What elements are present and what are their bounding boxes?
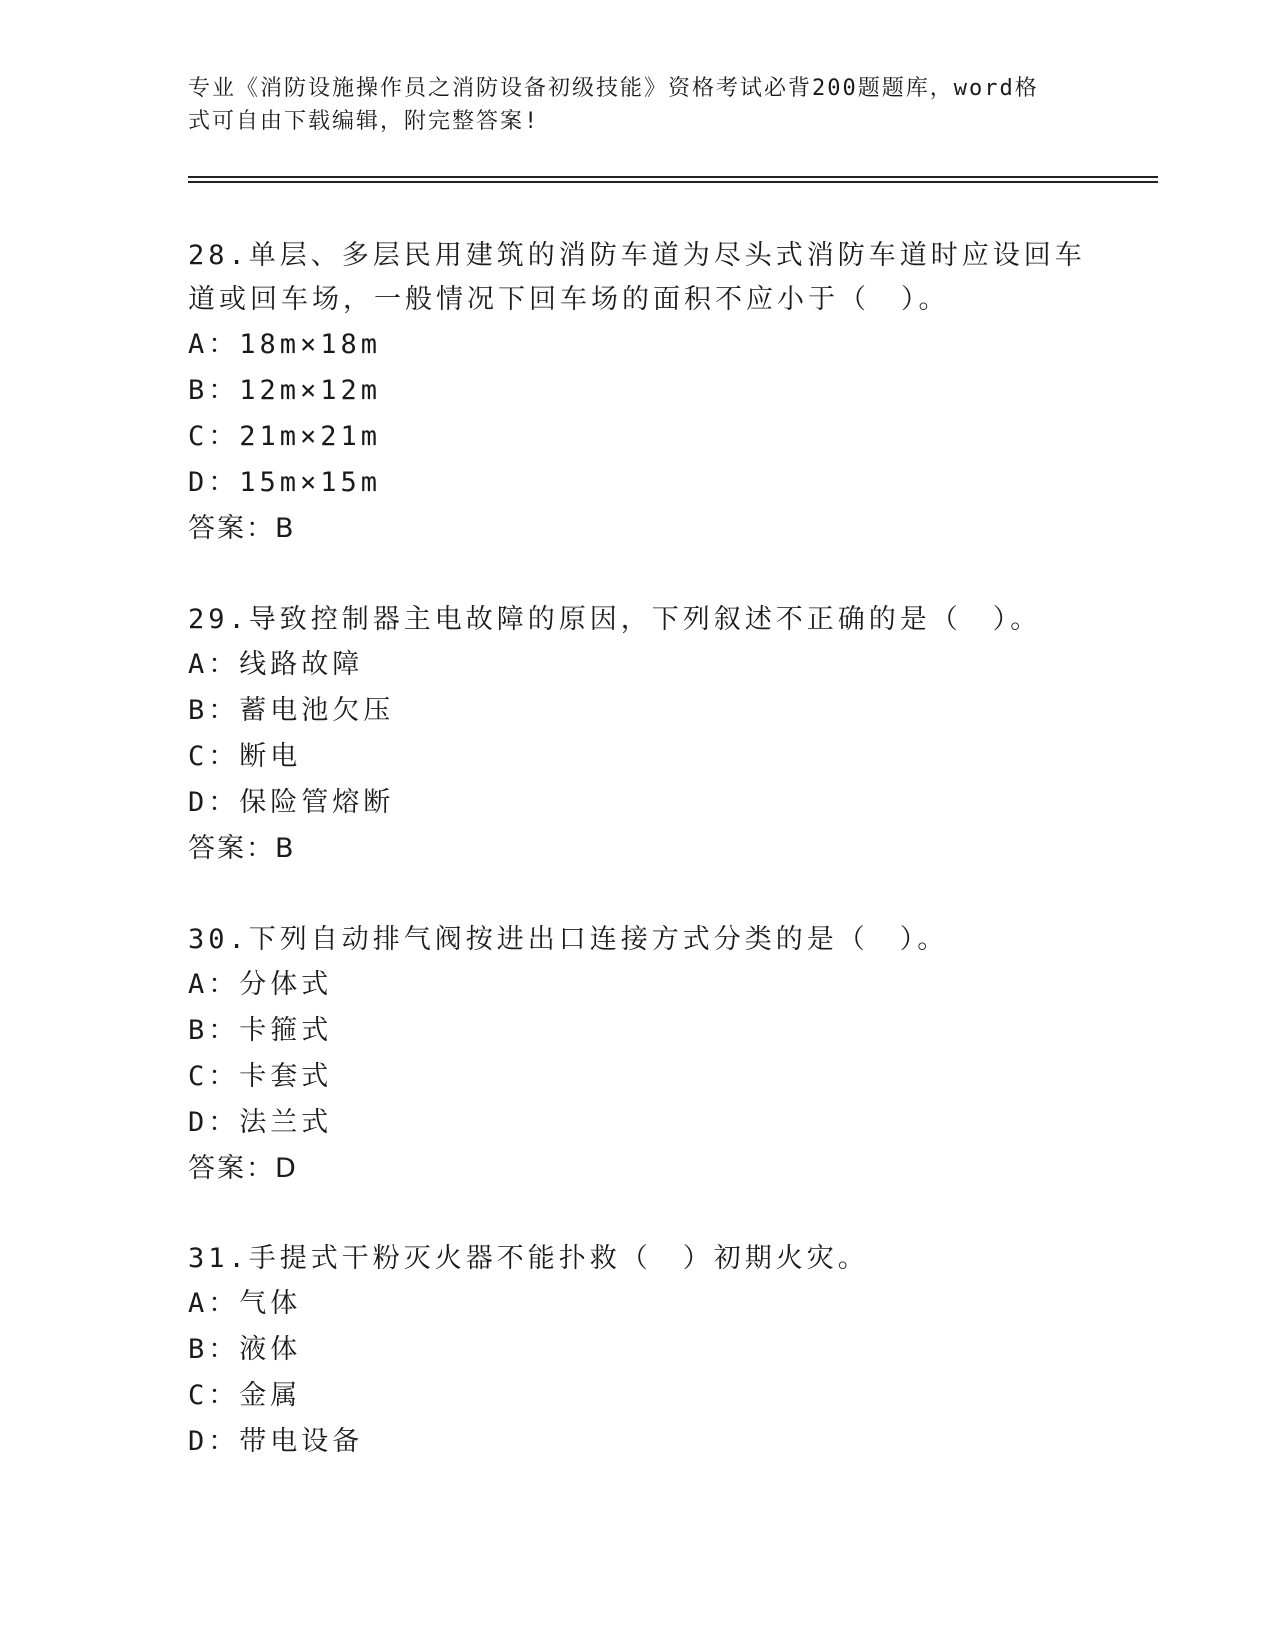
question-stem: 下列自动排气阀按进出口连接方式分类的是（ ）。 [248, 924, 949, 955]
option-d: D：带电设备 [188, 1426, 364, 1457]
question-29 [188, 598, 1088, 872]
question-number: 29. [188, 604, 249, 635]
option-b: B：液体 [188, 1334, 302, 1365]
question-30 [188, 918, 1088, 1192]
header-line-1: 专业《消防设施操作员之消防设备初级技能》资格考试必背200题题库，word格 [188, 76, 1039, 101]
header-divider-top [188, 176, 1158, 178]
option-a: A：18m×18m [188, 329, 382, 360]
header-divider-bottom [188, 181, 1158, 183]
document-header [188, 72, 1088, 138]
question-stem: 手提式干粉灭火器不能扑救（ ）初期火灾。 [248, 1243, 869, 1274]
option-a: A：气体 [188, 1288, 302, 1319]
answer-line: 答案：B [188, 513, 296, 544]
question-stem: 单层、多层民用建筑的消防车道为尽头式消防车道时应设回车道或回车场，一般情况下回车场的面积不应小于（ ）。 [188, 240, 1086, 315]
option-d: D：法兰式 [188, 1107, 333, 1138]
question-text [188, 1237, 1088, 1281]
question-text [188, 598, 1088, 642]
question-number: 31. [188, 1243, 249, 1274]
question-text [188, 234, 1088, 322]
option-c: C：卡套式 [188, 1061, 333, 1092]
option-c: C：断电 [188, 741, 302, 772]
option-c: C：金属 [188, 1380, 302, 1411]
option-b: B：蓄电池欠压 [188, 695, 395, 726]
answer-line: 答案：B [188, 833, 296, 864]
question-text [188, 918, 1088, 962]
option-b: B：卡箍式 [188, 1015, 333, 1046]
option-c: C：21m×21m [188, 421, 382, 452]
header-line-2: 式可自由下载编辑，附完整答案! [188, 109, 540, 134]
question-number: 30. [188, 924, 249, 955]
option-b: B：12m×12m [188, 375, 382, 406]
question-28 [188, 234, 1088, 552]
option-d: D：15m×15m [188, 467, 382, 498]
option-a: A：线路故障 [188, 649, 364, 680]
option-a: A：分体式 [188, 969, 333, 1000]
question-number: 28. [188, 240, 249, 271]
answer-line: 答案：D [188, 1153, 298, 1184]
question-31 [188, 1237, 1088, 1465]
option-d: D：保险管熔断 [188, 787, 395, 818]
question-stem: 导致控制器主电故障的原因，下列叙述不正确的是（ ）。 [248, 604, 1042, 635]
